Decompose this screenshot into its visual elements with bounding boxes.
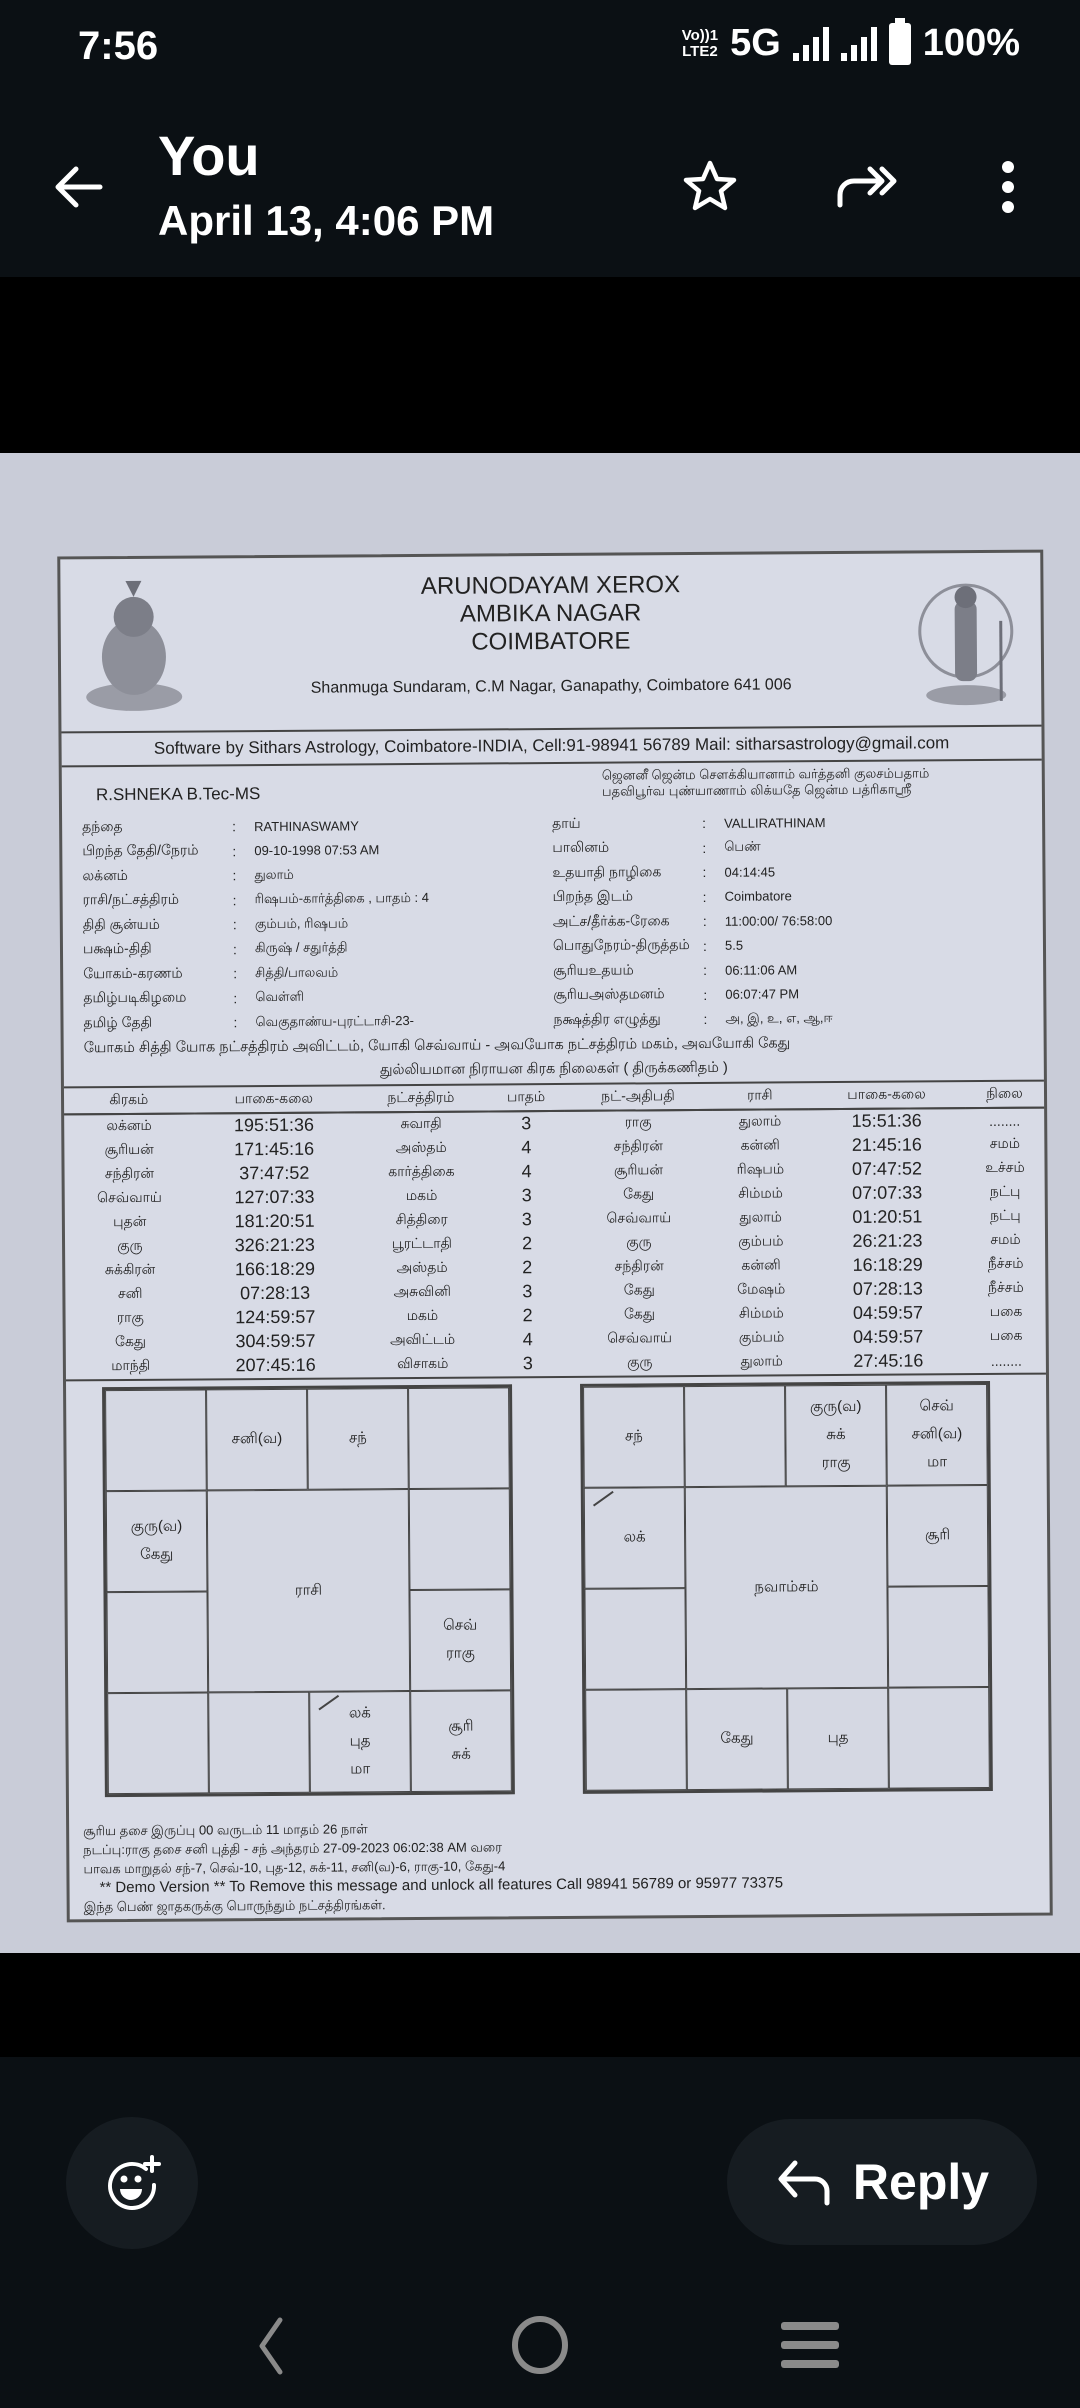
system-nav-bar (0, 2280, 1080, 2408)
detail-row (553, 956, 1023, 984)
planet-label: லக் (623, 1528, 646, 1546)
column-header: பாதம் (488, 1084, 564, 1111)
table-cell: 15:51:36 (851, 1110, 922, 1131)
footer-notes (69, 1814, 1050, 1916)
detail-value: 06:11:06 AM (725, 962, 798, 978)
table-cell: விசாகம் (397, 1354, 449, 1372)
colon: : (232, 940, 237, 957)
chart-house (684, 1385, 786, 1487)
table-cell: 07:47:52 (851, 1158, 923, 1179)
table-cell: கேது (623, 1185, 655, 1202)
table-cell: மாந்தி (111, 1356, 151, 1374)
table-cell: கும்பம் (738, 1232, 784, 1249)
detail-label: தாய் (552, 814, 581, 831)
planet-label: சனி(வ) (231, 1429, 283, 1448)
table-cell: 124:59:57 (235, 1306, 316, 1328)
table-cell: லக்னம் (106, 1116, 152, 1134)
column-header: கிரகம் (64, 1087, 194, 1114)
chart-house (887, 1585, 989, 1687)
shop-line-2: AMBIKA NAGAR (459, 599, 642, 628)
detail-value: 11:00:00/ 76:58:00 (724, 912, 833, 929)
sloka-line-2: பதவிபூர்வ புண்யாணாம் லிக்யதே ஜென்ம பத்ரிகாஶ்ரீ (601, 781, 912, 799)
detail-value: அ, இ, உ, எ, ஆ,ஈ (725, 1009, 833, 1026)
table-cell: கேது (623, 1305, 656, 1322)
table-cell: 2 (522, 1257, 533, 1278)
detail-value: RATHINASWAMY (254, 818, 359, 834)
table-cell: துலாம் (740, 1352, 783, 1369)
detail-value: கிருஷ் / சதுர்த்தி (254, 939, 348, 956)
chart-house (409, 1488, 511, 1590)
birth-details-left (82, 812, 554, 1036)
table-cell: 07:07:33 (852, 1182, 923, 1203)
colon: : (703, 962, 708, 979)
table-cell: ரிஷபம் (736, 1160, 785, 1177)
status-bar (0, 0, 1080, 95)
table-cell: நட்பு (989, 1206, 1021, 1223)
table-cell: 181:20:51 (234, 1210, 315, 1232)
table-cell: 4 (521, 1137, 532, 1158)
reply-button[interactable] (727, 2119, 1037, 2245)
table-cell: சூரியன் (104, 1140, 154, 1158)
chart-house (886, 1383, 988, 1485)
detail-value: வெள்ளி (255, 988, 305, 1005)
table-cell: 171:45:16 (234, 1138, 315, 1160)
table-cell: துலாம் (739, 1208, 782, 1225)
table-cell: அஸ்தம் (395, 1138, 447, 1156)
birth-details (62, 809, 1044, 1036)
chart-house (107, 1692, 209, 1794)
detail-row (552, 858, 1022, 886)
colon: : (702, 888, 707, 905)
star-button[interactable] (678, 155, 742, 219)
shop-line-1: ARUNODAYAM XEROX (420, 571, 681, 600)
column-header: பாகை-கலை (808, 1082, 965, 1109)
table-cell: 3 (521, 1113, 532, 1134)
planet-label: புத (827, 1728, 849, 1747)
table-cell: கன்னி (741, 1256, 781, 1273)
detail-label: உதயாதி நாழிகை (552, 862, 662, 880)
colon: : (232, 842, 237, 859)
reply-arrow-icon (775, 2157, 835, 2207)
planet-label: கேது (140, 1545, 174, 1563)
planet-label: குரு(வ) (130, 1517, 183, 1535)
detail-label: பிறந்த இடம் (552, 887, 634, 905)
detail-label: சூரியஅஸ்தமனம் (553, 985, 665, 1003)
more-vert-icon (976, 155, 1040, 219)
sender-name: You (158, 124, 260, 187)
planet-label: சூரி (924, 1526, 951, 1544)
shop-line-3: COIMBATORE (471, 627, 631, 656)
name-row (62, 761, 1042, 816)
table-cell: 21:45:16 (851, 1134, 922, 1155)
column-header: பாகை-கலை (194, 1086, 354, 1113)
table-cell: 07:28:13 (852, 1278, 923, 1299)
table-cell: 2 (522, 1305, 533, 1326)
table-cell: சித்திரை (395, 1210, 448, 1228)
message-actions (0, 2057, 1080, 2227)
table-cell: சமம் (990, 1230, 1021, 1247)
table-body (64, 1107, 1046, 1379)
detail-row (82, 812, 552, 840)
detail-label: ராசி/நட்சத்திரம் (82, 890, 180, 908)
table-cell: 2 (521, 1233, 533, 1254)
sloka (602, 765, 930, 799)
column-header: ராசி (712, 1083, 809, 1110)
colon: : (233, 1014, 238, 1031)
detail-row (553, 931, 1023, 959)
detail-label: யோகம்-கரணம் (83, 964, 183, 982)
software-credit: Software by Sithars Astrology, Coimbatore-INDIA, Cell:91-98941 56789 Mail: sitharsastrology@gmail.com (61, 727, 1041, 768)
status-icons (682, 22, 1020, 65)
planet-label: சுக் (451, 1745, 471, 1763)
detail-value: சித்தி/பாலவம் (255, 964, 339, 980)
table-cell: 3 (522, 1281, 533, 1302)
table-cell: நட்பு (989, 1182, 1021, 1199)
forward-button[interactable] (832, 155, 896, 219)
dasa-balance: சூரிய தசை இருப்பு 00 வருடம் 11 மாதம் 26 நாள் (83, 1820, 368, 1838)
colon: : (702, 913, 707, 930)
volte-top: Vo))1 (681, 26, 719, 44)
chart-house (585, 1689, 687, 1791)
back-arrow-icon (48, 155, 112, 219)
table-cell: 07:28:13 (240, 1282, 311, 1304)
table-cell: 4 (522, 1329, 533, 1350)
detail-label: பக்ஷம்-திதி (82, 940, 152, 957)
charts-section (66, 1372, 1049, 1821)
detail-row (553, 882, 1023, 910)
planet-table-title: துல்லியமான நிராயன கிரக நிலைகள் ( திருக்கணிதம் ) (64, 1055, 1044, 1088)
chart-house (887, 1484, 989, 1586)
document-header (60, 553, 1041, 734)
chart-house (584, 1588, 686, 1690)
table-cell: துலாம் (738, 1112, 782, 1129)
planet-label: சந் (348, 1429, 367, 1447)
detail-row (83, 1008, 553, 1036)
table-cell: மகம் (405, 1186, 438, 1204)
native-name: R.SHNEKA B.Tec-MS (95, 784, 261, 805)
sloka-line-1: ஜெனனீ ஜென்ம சௌக்கியானாம் வர்த்தனி குலசம்பதாம் (601, 765, 930, 783)
detail-label: தந்தை (82, 817, 123, 835)
chart-house (583, 1386, 685, 1488)
detail-row (83, 910, 553, 938)
table-cell: சந்திரன் (613, 1137, 663, 1154)
planet-label: லக் (348, 1704, 371, 1722)
colon: : (232, 818, 237, 835)
table-cell: 3 (521, 1209, 532, 1230)
bhava-change: பாவக மாறுதல் சந்-7, செவ்-10, புத-12, சுக்-11, சனி(வ)-6, ராகு-10, கேது-4 (83, 1857, 506, 1876)
birth-details-right (552, 809, 1024, 1033)
planet-label: சூரி (448, 1717, 474, 1735)
chart-house (206, 1388, 308, 1490)
detail-label: நக்ஷத்திர எழுத்து (553, 1010, 661, 1027)
detail-label: பிறந்த தேதி/நேரம் (82, 841, 199, 859)
column-header: நிலை (965, 1081, 1044, 1108)
table-cell: கார்த்திகை (388, 1162, 455, 1180)
table-cell: சிம்மம் (738, 1304, 784, 1321)
shop-name (60, 553, 1041, 660)
current-dasa: நடப்பு:ராகு தசை சனி புத்தி - சந் அந்தரம் 27-09-2023 06:02:38 AM வரை (83, 1838, 502, 1857)
back-button[interactable] (48, 155, 112, 219)
detail-label: தமிழ்படிகிழமை (83, 988, 187, 1006)
nav-back-button[interactable] (236, 2310, 306, 2380)
horoscope-document (57, 550, 1053, 1923)
table-cell: மகம் (406, 1306, 439, 1324)
table-cell: 207:45:16 (235, 1354, 316, 1376)
table-cell: செவ்வாய் (606, 1209, 672, 1226)
table-cell: மேஷம் (737, 1280, 786, 1297)
detail-label: தமிழ் தேதி (83, 1013, 153, 1031)
detail-row (552, 833, 1022, 861)
planet-label: சுக் (826, 1425, 846, 1444)
table-cell: கும்பம் (738, 1328, 785, 1345)
volte-bottom: LTE2 (682, 42, 718, 60)
volte-indicator (682, 28, 718, 60)
chart-house (408, 1387, 510, 1489)
table-cell: நீச்சம் (987, 1254, 1024, 1271)
detail-row (83, 886, 553, 914)
table-cell: சந்திரன் (614, 1257, 664, 1274)
table-cell: பகை (989, 1326, 1023, 1343)
shop-address: Shanmuga Sundaram, C.M Nagar, Ganapathy, Coimbatore 641 006 (310, 676, 792, 697)
nav-recents-button[interactable] (775, 2310, 845, 2380)
signal-1-icon (793, 27, 829, 61)
colon: : (702, 937, 707, 954)
table-cell: ........ (989, 1112, 1021, 1129)
rasi-chart (102, 1384, 515, 1797)
app-bar (0, 95, 1080, 277)
chart-house (410, 1690, 512, 1792)
colon: : (702, 864, 707, 881)
chart-house (106, 1591, 208, 1693)
table-cell: சந்திரன் (104, 1164, 154, 1182)
table-cell: அஸ்தம் (396, 1258, 448, 1276)
planet-label: செவ் (919, 1397, 954, 1415)
reply-label: Reply (852, 2154, 990, 2210)
star-icon (678, 155, 742, 219)
nav-recents-icon (775, 2310, 845, 2380)
detail-row (553, 980, 1023, 1008)
network-type: 5G (730, 22, 781, 64)
table-cell: கேது (623, 1281, 655, 1298)
detail-value: 5.5 (724, 937, 744, 954)
table-cell: கேது (114, 1332, 147, 1350)
detail-label: பாலினம் (552, 838, 610, 856)
chart-house (105, 1389, 207, 1491)
detail-row (82, 837, 552, 865)
table-cell: ........ (990, 1352, 1022, 1369)
detail-row (83, 984, 553, 1012)
chart-house (888, 1686, 990, 1788)
chart-house (309, 1691, 411, 1793)
matching-stars: இந்த பெண் ஜாதகருக்கு பொருந்தும் நட்சத்திரங்கள். (83, 1896, 386, 1914)
table-cell: 3 (521, 1185, 532, 1206)
colon: : (702, 839, 707, 856)
detail-row (553, 907, 1023, 935)
planet-label: செவ் (442, 1616, 478, 1634)
signal-2-icon (841, 27, 877, 61)
table-cell: 127:07:33 (234, 1186, 315, 1208)
table-cell: செவ்வாய் (97, 1188, 162, 1206)
detail-value: கும்பம், ரிஷபம் (254, 915, 349, 931)
table-cell: 4 (521, 1161, 532, 1182)
nav-home-icon (505, 2310, 575, 2380)
table-cell: கன்னி (740, 1136, 780, 1153)
forward-icon (832, 155, 902, 219)
table-cell: பகை (989, 1302, 1023, 1319)
table-cell: 16:18:29 (852, 1254, 923, 1275)
table-cell: 3 (522, 1353, 533, 1374)
colon: : (233, 989, 238, 1006)
detail-label: அட்ச/தீர்க்க-ரேகை (552, 911, 670, 929)
table-cell: 326:21:23 (234, 1234, 315, 1256)
table-cell: உச்சம் (985, 1158, 1025, 1175)
colon: : (703, 1011, 708, 1028)
planet-label: குரு(வ) (809, 1397, 862, 1416)
table-cell: அவிட்டம் (390, 1330, 456, 1348)
detail-value: 09-10-1998 07:53 AM (254, 842, 380, 859)
detail-value: 04:14:45 (724, 864, 776, 880)
colon: : (233, 965, 238, 982)
table-cell: புதன் (113, 1212, 147, 1230)
planet-label: சனி(வ) (911, 1425, 963, 1443)
nav-back-icon (236, 2310, 306, 2380)
chart-house (584, 1487, 686, 1589)
detail-label: திதி சூன்யம் (82, 915, 160, 933)
table-cell: 26:21:23 (852, 1230, 923, 1251)
table-cell: குரு (627, 1353, 653, 1370)
battery-level: 100% (922, 22, 1020, 64)
planet-label: சந் (624, 1427, 643, 1445)
add-reaction-button[interactable] (66, 2117, 198, 2249)
detail-row (82, 861, 552, 889)
table-cell: சனி (117, 1284, 143, 1302)
table-cell: சுவாதி (400, 1114, 442, 1132)
detail-value: Coimbatore (724, 888, 792, 905)
detail-label: லக்னம் (82, 866, 128, 884)
battery-icon (889, 23, 911, 65)
chart-house (307, 1388, 409, 1490)
colon: : (232, 916, 237, 933)
table-cell: குரு (626, 1233, 652, 1250)
chart-center-label: ராசி (207, 1489, 410, 1692)
table-cell: சிம்மம் (738, 1184, 783, 1201)
table-cell: நீச்சம் (987, 1278, 1024, 1295)
table-cell: 01:20:51 (852, 1206, 923, 1227)
planet-positions-table (64, 1081, 1046, 1379)
detail-value: ரிஷபம்-கார்த்திகை , பாதம் : 4 (254, 890, 429, 907)
detail-row (83, 935, 553, 963)
yoga-line: யோகம் சித்தி யோக நட்சத்திரம் அவிட்டம், யோகி செவ்வாய் - அவயோக நட்சத்திரம் மகம், அவயோகி கேது (83, 1034, 791, 1056)
table-cell: பூரட்டாதி (391, 1234, 453, 1252)
colon: : (703, 986, 708, 1003)
planet-label: ராகு (445, 1644, 475, 1662)
detail-value: துலாம் (254, 866, 294, 882)
planet-label: மா (927, 1453, 948, 1471)
detail-value: 06:07:47 PM (725, 986, 800, 1003)
table-cell: அசுவினி (393, 1282, 451, 1300)
table-cell: 04:59:57 (852, 1302, 924, 1323)
demo-notice: ** Demo Version ** To Remove this message and unlock all features Call 98941 56789 or 95977 73375 (99, 1873, 784, 1896)
image-viewer[interactable] (0, 277, 1080, 2057)
table-cell: சூரியன் (613, 1161, 664, 1178)
detail-row (83, 959, 553, 987)
chart-center-label: நவாம்சம் (685, 1485, 888, 1688)
planet-label: ராகு (821, 1453, 851, 1472)
chart-house (208, 1691, 310, 1793)
message-timestamp: April 13, 4:06 PM (158, 197, 495, 244)
chart-house (686, 1688, 788, 1790)
chart-house (409, 1589, 511, 1691)
column-header: நட்-அதிபதி (564, 1083, 712, 1110)
detail-value: VALLIRATHINAM (724, 814, 826, 831)
chart-house (787, 1687, 889, 1789)
planet-label: கேது (720, 1729, 754, 1747)
chart-house (785, 1384, 887, 1486)
table-cell: குரு (117, 1236, 143, 1254)
planet-label: மா (350, 1760, 371, 1778)
table-cell: 195:51:36 (233, 1114, 315, 1136)
table-cell: 304:59:57 (235, 1330, 316, 1352)
detail-label: பொதுநேரம்-திருத்தம் (552, 936, 690, 954)
navamsa-chart (580, 1380, 993, 1793)
planet-label: புத (349, 1732, 371, 1750)
chart-house (106, 1490, 208, 1592)
colon: : (702, 815, 707, 832)
table-cell: 27:45:16 (853, 1350, 924, 1371)
detail-value: பெண் (724, 838, 761, 855)
add-reaction-icon (102, 2153, 162, 2213)
detail-row (553, 1005, 1023, 1033)
more-options-button[interactable] (976, 155, 1040, 219)
table-cell: ராகு (116, 1308, 144, 1326)
clock: 7:56 (78, 24, 159, 68)
table-cell: செவ்வாய் (607, 1329, 673, 1346)
table-cell: சுக்கிரன் (104, 1260, 156, 1278)
table-cell: 04:59:57 (853, 1326, 924, 1347)
detail-label: சூரியஉதயம் (553, 961, 634, 978)
detail-value: வெகுதாண்ய-புரட்டாசி-23- (255, 1012, 415, 1029)
colon: : (232, 867, 237, 884)
table-cell: 166:18:29 (234, 1258, 316, 1280)
column-header: நட்சத்திரம் (354, 1085, 488, 1112)
nav-home-button[interactable] (505, 2310, 575, 2380)
detail-row (552, 809, 1022, 837)
attached-photo[interactable] (0, 453, 1080, 1953)
table-cell: 37:47:52 (239, 1162, 310, 1184)
table-cell: ராகு (624, 1113, 652, 1130)
table-cell: சமம் (989, 1134, 1021, 1151)
murugan-image (910, 571, 1021, 712)
colon: : (232, 891, 237, 908)
